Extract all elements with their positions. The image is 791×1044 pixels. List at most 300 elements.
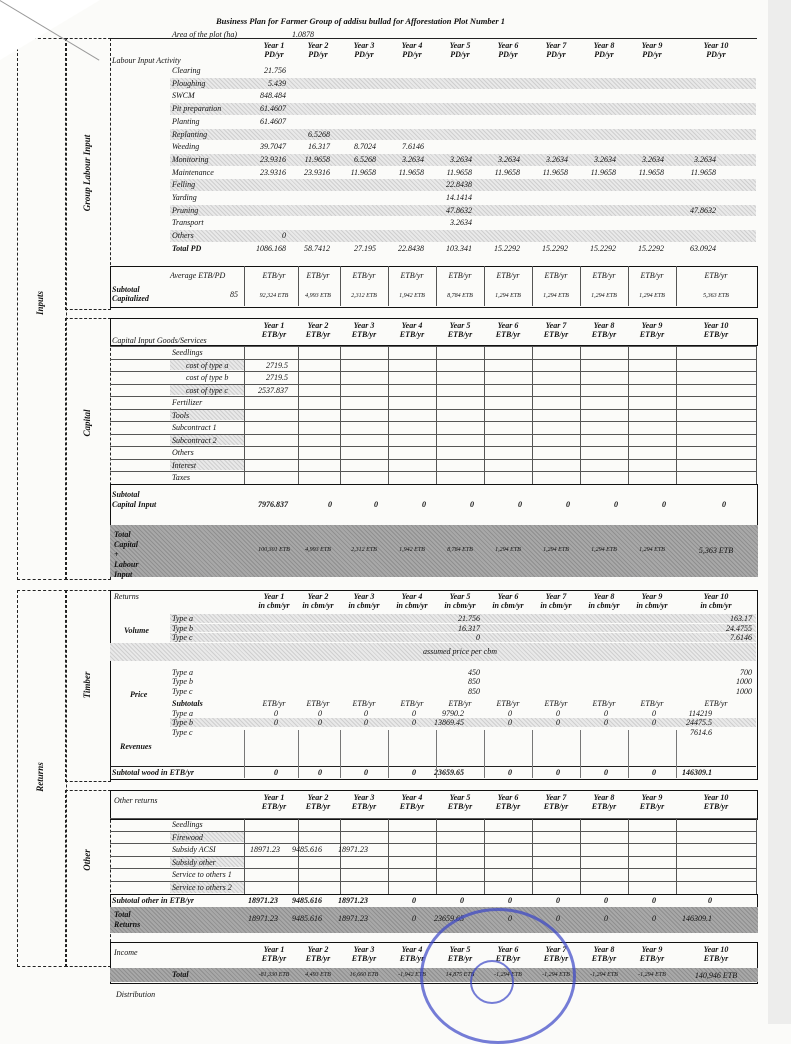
labour-subtotal-value: 1,294 ETB <box>495 293 521 299</box>
capital-subtotal-value: 0 <box>470 500 474 509</box>
labour-value: 3.2634 <box>594 154 616 164</box>
other-return-label: Subsidy other <box>172 857 216 867</box>
total-input-value: 1,294 ETB <box>543 547 569 553</box>
revenue-value: 24475.5 <box>686 718 712 727</box>
labour-value: 11.9658 <box>690 167 716 177</box>
other-return-label: Firewood <box>172 832 203 842</box>
labour-value: 11.9658 <box>350 167 376 177</box>
grid-line <box>110 818 756 819</box>
capital-item-label: cost of type a <box>186 360 229 370</box>
labour-value: 1086.168 <box>256 243 286 253</box>
revenue-value: 13869.45 <box>434 718 464 727</box>
unit-header: ETB/yr <box>305 954 331 963</box>
unit-header: in cbm/yr <box>588 601 620 610</box>
etb-unit: ETB/yr <box>496 271 520 280</box>
year-header: Year 2 <box>307 945 329 954</box>
unit-header: in cbm/yr <box>302 601 334 610</box>
etb-unit: ETB/yr <box>704 271 728 280</box>
timber-type-label: Type b <box>172 623 193 633</box>
labour-value: 3.2634 <box>450 154 472 164</box>
labour-value: 11.9658 <box>446 167 472 177</box>
unit-header: ETB/yr <box>703 802 729 811</box>
year-header: Year 10 <box>703 945 729 954</box>
grid-line <box>110 371 756 372</box>
shaded-row <box>170 129 756 141</box>
labour-value: 11.9658 <box>638 167 664 177</box>
revenue-value: 0 <box>508 708 512 718</box>
grid-line <box>298 818 299 894</box>
subtotals-label: Subtotals <box>172 699 203 708</box>
labour-value: 47.8632 <box>690 205 716 215</box>
labour-subtotal-value: 4,993 ETB <box>305 293 331 299</box>
income-value: -81,330 ETB <box>258 972 290 978</box>
unit-header: in cbm/yr <box>700 601 732 610</box>
year-header: Year 4 <box>401 945 423 954</box>
year-header: Year 10 <box>703 592 729 601</box>
labour-value: 61.4607 <box>260 104 286 114</box>
capital-item-label: Subcontract 2 <box>172 435 217 445</box>
income-value: 14,875 ETB <box>445 972 475 978</box>
year-header: Year 8 <box>593 321 615 330</box>
grid-line <box>628 730 629 778</box>
year-header: Year 5 <box>449 321 471 330</box>
revenue-value: 7614.6 <box>690 727 712 737</box>
volume-y10: 163.17 <box>730 614 752 623</box>
unit-header: ETB/yr <box>261 802 287 811</box>
grid-line <box>110 471 756 472</box>
labour-value: 6.5268 <box>308 129 330 139</box>
timber-type-label: Type c <box>172 727 193 737</box>
grid-line <box>628 266 629 306</box>
price-y10: 1000 <box>736 686 752 696</box>
etb-unit: ETB/yr <box>448 271 472 280</box>
timber-subtotal-value: 146309.1 <box>682 768 712 777</box>
labour-value: 15.2292 <box>542 243 568 253</box>
unit-header: ETB/yr <box>447 330 473 339</box>
labour-subtotal-value: 1,294 ETB <box>639 293 665 299</box>
revenues-label: Revenues <box>120 742 152 751</box>
labour-value: 11.9658 <box>304 154 330 164</box>
labour-activity-label: Planting <box>172 116 200 126</box>
other-return-value: 9485.616 <box>292 845 322 855</box>
labour-value: 103.341 <box>446 243 472 253</box>
etb-unit: ETB/yr <box>306 271 330 280</box>
timber-subtotal-value: 0 <box>508 768 512 777</box>
labour-subtotal-value: 5,363 ETB <box>703 293 729 299</box>
unit-header: ETB/yr <box>351 802 377 811</box>
unit-header: ETB/yr <box>495 954 521 963</box>
inputs-section-label: Inputs <box>35 290 45 316</box>
capital-item-label: cost of type b <box>186 373 229 382</box>
unit-header: ETB/yr <box>495 330 521 339</box>
timber-type-label: Type b <box>172 677 193 686</box>
labour-value: 3.2634 <box>450 218 472 228</box>
timber-type-label: Type a <box>172 614 193 623</box>
income-value: -1,294 ETB <box>590 972 618 978</box>
etb-unit: ETB/yr <box>592 271 616 280</box>
unit-header: ETB/yr <box>591 802 617 811</box>
revenue-value: 0 <box>412 708 416 718</box>
timber-type-label: Type c <box>172 633 193 642</box>
labour-value: 3.2634 <box>402 154 424 164</box>
income-header: Income <box>114 948 138 957</box>
year-header: Year 9 <box>641 793 663 802</box>
labour-value: 63.0924 <box>690 243 716 253</box>
grid-line <box>388 346 389 484</box>
grid-line <box>580 730 581 778</box>
unit-header: in cbm/yr <box>258 601 290 610</box>
grid-line <box>436 818 437 894</box>
grid-line <box>436 730 437 778</box>
grid-line <box>532 346 533 484</box>
grid-line <box>756 818 757 894</box>
labour-value: 3.2634 <box>694 154 716 164</box>
year-header: Year 4 <box>401 793 423 802</box>
labour-value: 15.2292 <box>494 243 520 253</box>
unit-header: in cbm/yr <box>444 601 476 610</box>
grid-line <box>110 446 756 447</box>
year-header: Year 10 <box>703 41 729 50</box>
grid-line <box>676 818 677 894</box>
price-label: Price <box>130 690 148 699</box>
labour-activity-label: Transport <box>172 218 204 228</box>
year-header: Year 7 <box>545 592 567 601</box>
grid-line <box>484 346 485 484</box>
grid-line <box>388 818 389 894</box>
year-header: Year 8 <box>593 945 615 954</box>
page-right-margin <box>768 0 791 1024</box>
etb-unit: ETB/yr <box>400 699 424 708</box>
other-subtotal-value: 0 <box>412 896 416 905</box>
unit-header: PD/yr <box>546 50 566 59</box>
labour-value: 848.484 <box>260 91 286 101</box>
total-input-value: 8,784 ETB <box>447 547 473 553</box>
avg-etb-value: 85 <box>230 290 238 299</box>
labour-activity-label: Maintenance <box>172 167 214 177</box>
total-input-value: 1,294 ETB <box>591 547 617 553</box>
total-returns-value: 146309.1 <box>682 914 712 923</box>
grid-line <box>298 730 299 778</box>
revenue-value: 9790.2 <box>442 708 464 718</box>
unit-header: PD/yr <box>354 50 374 59</box>
unit-header: PD/yr <box>642 50 662 59</box>
year-header: Year 3 <box>353 592 375 601</box>
labour-value: 39.7047 <box>260 142 286 152</box>
revenue-value: 0 <box>274 718 278 727</box>
year-header: Year 10 <box>703 321 729 330</box>
other-subtotal-value: 0 <box>460 896 464 905</box>
total-returns-value: 9485.616 <box>292 914 322 923</box>
unit-header: ETB/yr <box>543 802 569 811</box>
timber-subtotal-value: 0 <box>274 768 278 777</box>
grid-line <box>244 730 245 778</box>
grid-line <box>484 266 485 306</box>
year-header: Year 2 <box>307 321 329 330</box>
labour-value: 23.9316 <box>260 154 286 164</box>
total-returns-label: Total Returns <box>114 910 141 929</box>
labour-value: 3.2634 <box>498 154 520 164</box>
labour-value: 6.5268 <box>354 154 376 164</box>
capital-subtotal-value: 0 <box>722 500 726 509</box>
labour-value: 11.9658 <box>590 167 616 177</box>
labour-value: 27.195 <box>354 243 376 253</box>
total-returns-value: 18971.23 <box>338 914 368 923</box>
total-input-label: Total Capital + Labour Input <box>114 530 139 579</box>
timber-type-label: Type a <box>172 708 193 718</box>
other-return-value: 18971.23 <box>338 845 368 855</box>
labour-value: 8.7024 <box>354 142 376 152</box>
revenue-value: 0 <box>412 718 416 727</box>
revenue-value: 0 <box>652 718 656 727</box>
total-returns-value: 0 <box>556 914 560 923</box>
grid-line <box>676 346 677 484</box>
etb-unit: ETB/yr <box>352 271 376 280</box>
unit-header: ETB/yr <box>399 954 425 963</box>
other-return-value: 18971.23 <box>250 845 280 855</box>
year-header: Year 3 <box>353 41 375 50</box>
etb-unit: ETB/yr <box>544 271 568 280</box>
capital-item-label: Others <box>172 448 194 457</box>
year-header: Year 5 <box>449 793 471 802</box>
grid-line <box>110 421 756 422</box>
capital-item-label: Tools <box>172 410 190 420</box>
grid-line <box>110 346 756 347</box>
year-header: Year 2 <box>307 592 329 601</box>
timber-subtotal-value: 0 <box>604 768 608 777</box>
labour-subtotal-label: Subtotal Capitalized <box>112 285 149 303</box>
etb-unit: ETB/yr <box>306 699 330 708</box>
unit-header: PD/yr <box>594 50 614 59</box>
total-returns-value: 18971.23 <box>248 914 278 923</box>
year-header: Year 1 <box>263 321 285 330</box>
group-labour-label: Group Labour Input <box>82 134 92 212</box>
unit-header: in cbm/yr <box>540 601 572 610</box>
year-header: Year 9 <box>641 945 663 954</box>
year-header: Year 8 <box>593 793 615 802</box>
labour-activity-label: Felling <box>172 180 196 190</box>
capital-value: 2719.5 <box>266 373 288 382</box>
labour-activity-label: Pruning <box>172 205 199 215</box>
revenue-value: 0 <box>556 718 560 727</box>
grid-line <box>388 730 389 778</box>
grid-line <box>388 266 389 306</box>
grid-line <box>110 766 756 767</box>
year-header: Year 5 <box>449 41 471 50</box>
total-returns-value: 0 <box>604 914 608 923</box>
revenue-value: 0 <box>604 708 608 718</box>
year-header: Year 3 <box>353 321 375 330</box>
unit-header: ETB/yr <box>305 802 331 811</box>
timber-subtotal-value: 0 <box>412 768 416 777</box>
price-y5: 850 <box>468 677 480 686</box>
labour-value: 14.1414 <box>446 193 472 202</box>
capital-value: 2537.837 <box>258 385 288 395</box>
unit-header: ETB/yr <box>495 802 521 811</box>
unit-header: ETB/yr <box>351 954 377 963</box>
revenue-value: 0 <box>364 718 368 727</box>
year-header: Year 3 <box>353 793 375 802</box>
etb-unit: ETB/yr <box>400 271 424 280</box>
labour-activity-label: Replanting <box>172 129 208 139</box>
grid-line <box>532 818 533 894</box>
timber-subtotal-value: 0 <box>556 768 560 777</box>
labour-value: 15.2292 <box>590 243 616 253</box>
year-header: Year 1 <box>263 945 285 954</box>
income-value: 140,946 ETB <box>694 971 738 980</box>
grid-line <box>676 266 677 306</box>
income-value: -1,942 ETB <box>398 972 426 978</box>
revenue-value: 114219 <box>688 708 712 718</box>
unit-header: ETB/yr <box>591 954 617 963</box>
year-header: Year 1 <box>263 41 285 50</box>
income-value: 16,660 ETB <box>349 972 379 978</box>
grid-line <box>436 346 437 484</box>
labour-activity-label: Yarding <box>172 193 197 202</box>
labour-activity-label: SWCM <box>172 91 195 101</box>
year-header: Year 8 <box>593 41 615 50</box>
total-input-value: 1,294 ETB <box>639 547 665 553</box>
grid-line <box>244 266 245 306</box>
grid-line <box>110 868 756 869</box>
other-subtotal-value: 18971.23 <box>248 896 278 905</box>
labour-value: 3.2634 <box>642 154 664 164</box>
labour-activity-label: Others <box>172 231 194 241</box>
capital-item-label: Fertilizer <box>172 398 203 407</box>
year-header: Year 2 <box>307 793 329 802</box>
other-subtotal-value: 0 <box>708 896 712 905</box>
unit-header: ETB/yr <box>305 330 331 339</box>
year-header: Year 4 <box>401 41 423 50</box>
grid-line <box>580 266 581 306</box>
volume-y10: 24.4755 <box>726 623 752 633</box>
year-header: Year 5 <box>449 945 471 954</box>
timber-subtotal-value: 23659.65 <box>434 768 464 777</box>
labour-activity-label: Ploughing <box>172 78 206 88</box>
volume-label: Volume <box>124 626 149 635</box>
labour-value: 3.2634 <box>546 154 568 164</box>
unit-header: ETB/yr <box>543 954 569 963</box>
area-value: 1.0878 <box>292 30 314 39</box>
other-subtotal-value: 0 <box>652 896 656 905</box>
labour-value: 16.317 <box>308 142 330 152</box>
year-header: Year 9 <box>641 321 663 330</box>
year-header: Year 7 <box>545 945 567 954</box>
total-input-value: 4,993 ETB <box>305 547 331 553</box>
other-return-label: Seedlings <box>172 820 203 829</box>
revenue-value: 0 <box>364 708 368 718</box>
etb-unit: ETB/yr <box>592 699 616 708</box>
area-label: Area of the plot (ha) <box>172 30 238 39</box>
etb-unit: ETB/yr <box>544 699 568 708</box>
capital-subtotal-value: 0 <box>328 500 332 509</box>
labour-value: 15.2292 <box>638 243 664 253</box>
grid-line <box>244 818 245 894</box>
other-header: Other returns <box>114 796 158 805</box>
unit-header: ETB/yr <box>261 954 287 963</box>
labour-value: 22.8438 <box>446 180 472 190</box>
year-header: Year 9 <box>641 592 663 601</box>
total-returns-value: 0 <box>652 914 656 923</box>
unit-header: ETB/yr <box>639 802 665 811</box>
volume-y5: 0 <box>476 633 480 642</box>
grid-line <box>756 346 757 484</box>
grid-line <box>628 346 629 484</box>
unit-header: PD/yr <box>264 50 284 59</box>
total-returns-value: 0 <box>508 914 512 923</box>
total-input-value: 2,312 ETB <box>351 547 377 553</box>
unit-header: in cbm/yr <box>396 601 428 610</box>
grid-line <box>676 730 677 778</box>
income-value: -1,294 ETB <box>494 972 522 978</box>
labour-header: Labour Input Activity <box>112 56 181 65</box>
other-subtotal-value: 9485.616 <box>292 896 322 905</box>
labour-value: 61.4607 <box>260 116 286 126</box>
unit-header: ETB/yr <box>543 330 569 339</box>
labour-value: 11.9658 <box>398 167 424 177</box>
year-header: Year 8 <box>593 592 615 601</box>
year-header: Year 7 <box>545 41 567 50</box>
document-title: Business Plan for Farmer Group of addisu bullad for Afforestation Plot Number 1 <box>216 16 506 26</box>
year-header: Year 2 <box>307 41 329 50</box>
total-input-value: 1,942 ETB <box>399 547 425 553</box>
grid-line <box>340 266 341 306</box>
grid-line <box>340 730 341 778</box>
unit-header: ETB/yr <box>351 330 377 339</box>
year-header: Year 4 <box>401 321 423 330</box>
total-input-value: 1,294 ETB <box>495 547 521 553</box>
labour-subtotal-value: 1,294 ETB <box>543 293 569 299</box>
etb-unit: ETB/yr <box>496 699 520 708</box>
year-header: Year 1 <box>263 793 285 802</box>
revenue-value: 0 <box>318 718 322 727</box>
timber-subtotal-label: Subtotal wood in ETB/yr <box>112 768 195 777</box>
grid-line <box>110 396 756 397</box>
grid-line <box>484 818 485 894</box>
grid-line <box>532 730 533 778</box>
unit-header: ETB/yr <box>703 954 729 963</box>
unit-header: PD/yr <box>402 50 422 59</box>
labour-value: 21.756 <box>264 66 286 75</box>
unit-header: ETB/yr <box>591 330 617 339</box>
capital-subtotal-value: 7976.837 <box>258 500 288 509</box>
unit-header: ETB/yr <box>639 330 665 339</box>
unit-header: ETB/yr <box>447 802 473 811</box>
timber-type-label: Type b <box>172 718 193 727</box>
returns-section-label: Returns <box>35 762 45 792</box>
unit-header: PD/yr <box>308 50 328 59</box>
grid-line <box>580 346 581 484</box>
year-header: Year 4 <box>401 592 423 601</box>
unit-header: ETB/yr <box>399 802 425 811</box>
year-header: Year 3 <box>353 945 375 954</box>
other-return-label: Service to others 1 <box>172 870 232 880</box>
capital-subtotal-value: 0 <box>614 500 618 509</box>
grid-line <box>298 266 299 306</box>
unit-header: PD/yr <box>498 50 518 59</box>
grid-line <box>436 266 437 306</box>
year-header: Year 7 <box>545 793 567 802</box>
labour-value: 23.9316 <box>304 167 330 177</box>
labour-value: 11.9658 <box>494 167 520 177</box>
etb-unit: ETB/yr <box>640 271 664 280</box>
labour-activity-label: Weeding <box>172 142 200 152</box>
year-header: Year 7 <box>545 321 567 330</box>
labour-activity-label: Pit preparation <box>172 104 222 114</box>
labour-subtotal-value: 92,324 ETB <box>259 293 289 299</box>
income-total-label: Total <box>172 970 189 979</box>
unit-header: in cbm/yr <box>492 601 524 610</box>
year-header: Year 6 <box>497 41 519 50</box>
